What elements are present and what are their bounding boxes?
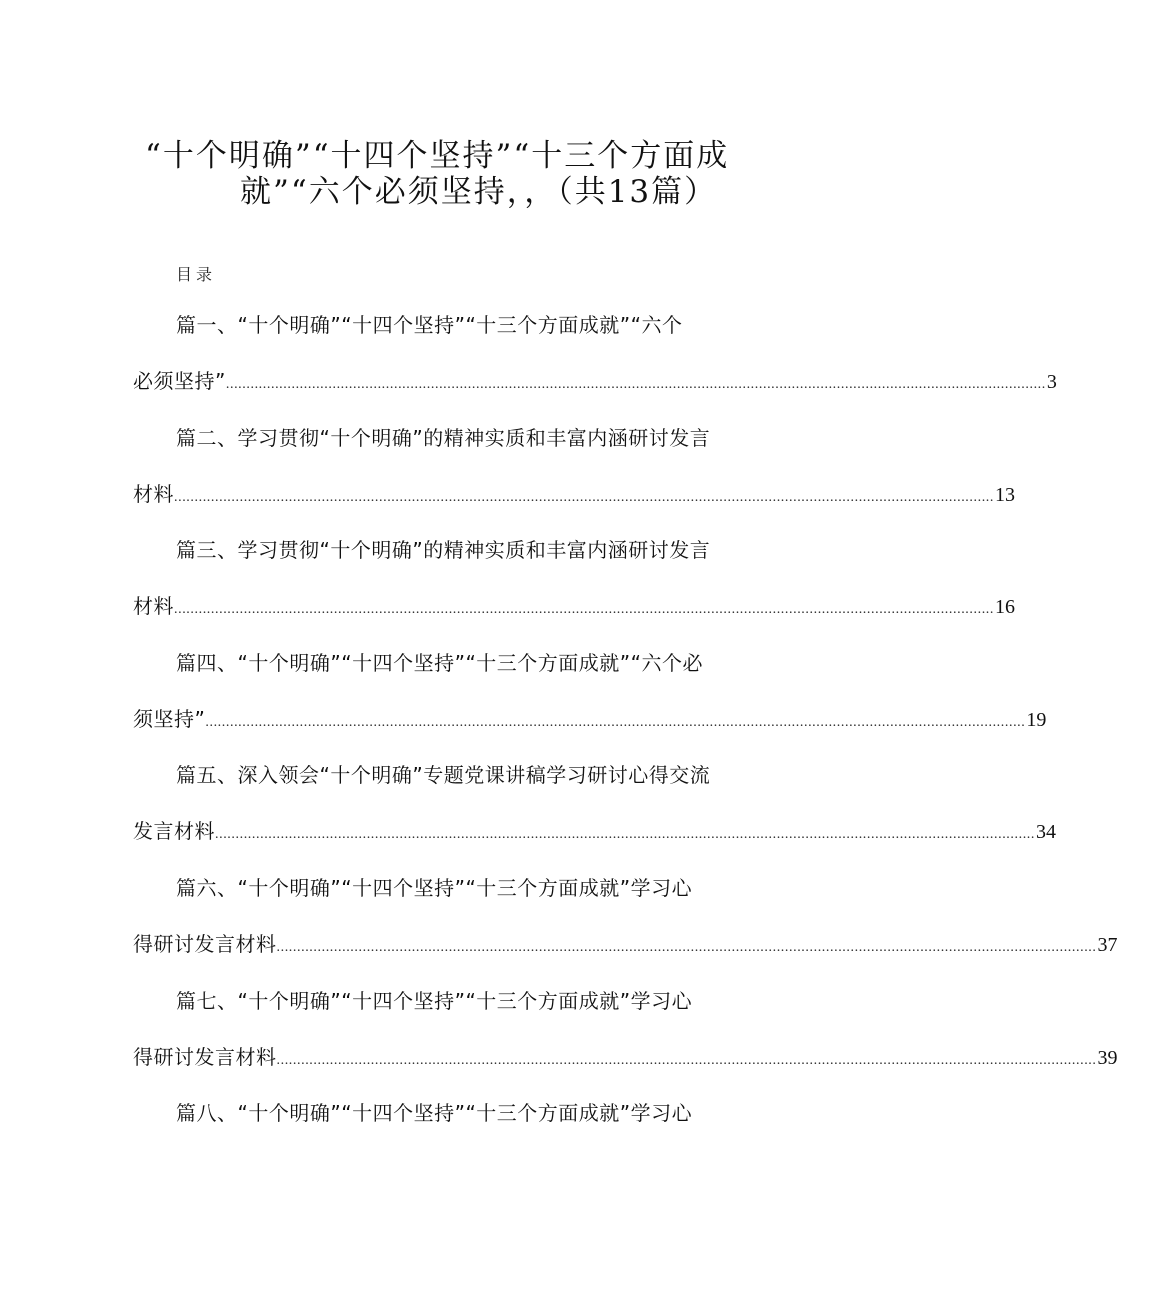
- toc-page-number: 34: [1036, 821, 1056, 844]
- toc-entry-title: 篇七、“十个明确”“十四个坚持”“十三个方面成就”学习心: [176, 988, 693, 1013]
- toc-entry-title-continuation: 得研讨发言材料: [133, 932, 277, 956]
- toc-dot-leader: ........................................................................................................................................................................................................: [276, 1052, 1097, 1068]
- toc-entry-title: 篇六、“十个明确”“十四个坚持”“十三个方面成就”学习心: [176, 876, 693, 900]
- toc-entry-title-continuation: 须坚持”: [133, 706, 206, 731]
- toc-dot-leader: ........................................................................................................................................................................................................: [174, 489, 994, 505]
- toc-entry-title-continuation: 必须坚持”: [133, 369, 226, 393]
- toc-entry-continuation-row: [133, 1043, 1118, 1071]
- toc-page-number: 39: [1097, 1046, 1118, 1069]
- toc-entry-continuation-row: [133, 367, 1057, 395]
- toc-dot-leader: ........................................................................................................................................................................................................: [215, 827, 1035, 843]
- document-title-line-1: “十个明确”“十四个坚持”“十三个方面成: [145, 138, 730, 174]
- toc-entry-continuation-row: [133, 480, 1015, 508]
- toc-entry-title: 篇八、“十个明确”“十四个坚持”“十三个方面成就”学习心: [176, 1101, 693, 1126]
- toc-entry-title: 篇五、深入领会“十个明确”专题党课讲稿学习研讨心得交流: [176, 763, 711, 788]
- toc-dot-leader: ........................................................................................................................................................................................................: [174, 602, 994, 618]
- toc-entry-title: 篇二、学习贯彻“十个明确”的精神实质和丰富内涵研讨发言: [176, 425, 711, 450]
- toc-entry-title-continuation: 得研讨发言材料: [133, 1044, 277, 1069]
- toc-entry-title: 篇四、“十个明确”“十四个坚持”“十三个方面成就”“六个必: [176, 650, 704, 675]
- toc-entry-title: 篇三、学习贯彻“十个明确”的精神实质和丰富内涵研讨发言: [176, 538, 711, 563]
- toc-entry-title-continuation: 材料: [133, 594, 174, 619]
- toc-page-number: 13: [995, 483, 1015, 506]
- toc-page-number: 19: [1026, 708, 1047, 731]
- toc-dot-leader: ........................................................................................................................................................................................................: [205, 714, 1026, 730]
- toc-entry-title: 篇一、“十个明确”“十四个坚持”“十三个方面成就”“六个: [176, 313, 683, 337]
- toc-entry-continuation-row: [133, 817, 1056, 845]
- toc-entry-title-continuation: 材料: [133, 481, 174, 506]
- document-title-line-2: 就”“六个必须坚持，，（共13篇）: [240, 174, 718, 210]
- toc-entry-continuation-row: [133, 930, 1118, 958]
- toc-page-number: 16: [995, 596, 1015, 619]
- toc-page-number: 37: [1097, 934, 1118, 956]
- toc-heading: 目录: [176, 265, 217, 284]
- toc-dot-leader: ........................................................................................................................................................................................................: [225, 377, 1046, 392]
- toc-entry-continuation-row: [133, 705, 1047, 733]
- toc-entry-continuation-row: [133, 592, 1015, 620]
- toc-entry-title-continuation: 发言材料: [133, 819, 215, 844]
- toc-dot-leader: ........................................................................................................................................................................................................: [276, 940, 1097, 955]
- toc-page-number: 3: [1046, 371, 1057, 393]
